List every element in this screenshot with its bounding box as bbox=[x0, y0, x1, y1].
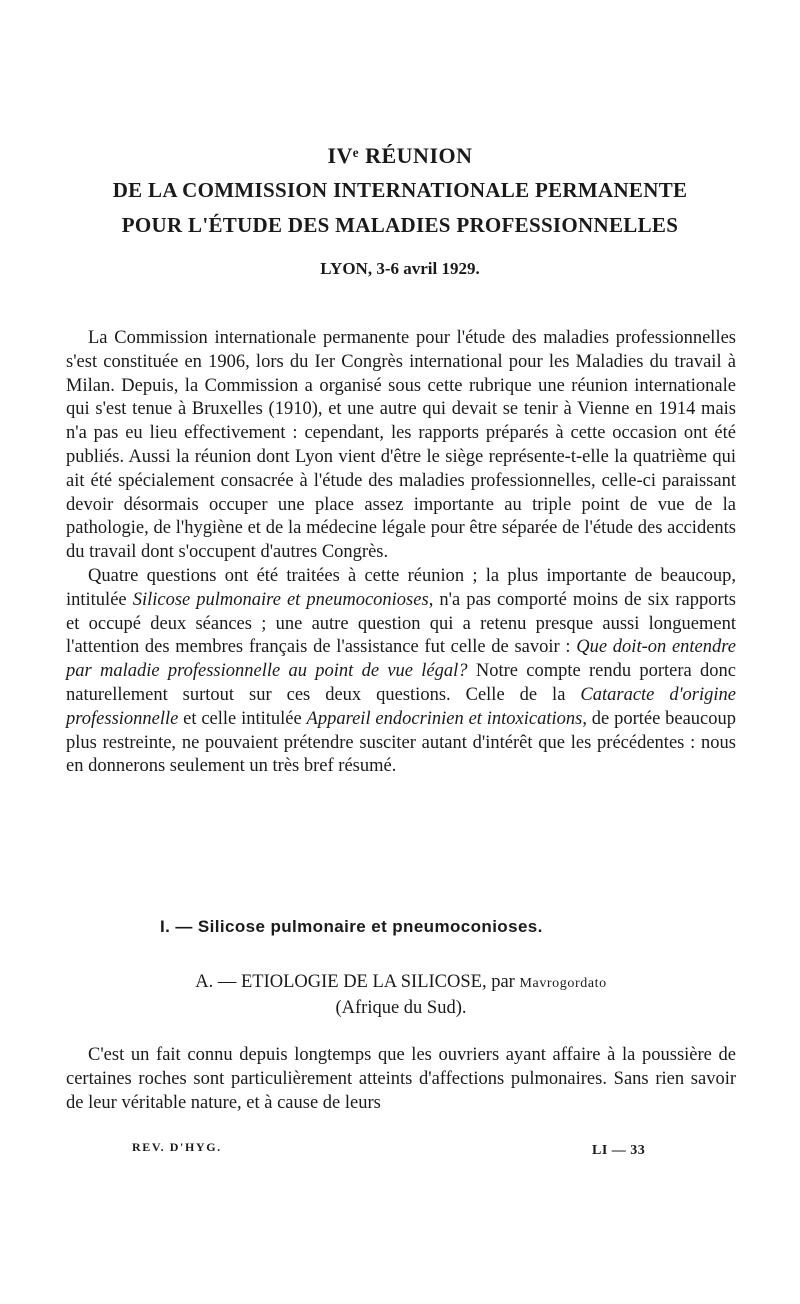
intro-paragraph-2 bbox=[66, 565, 736, 779]
footer-signature: LI — 33 bbox=[592, 1143, 646, 1158]
title-line-3: POUR L'ÉTUDE DES MALADIES PROFESSIONNELLES bbox=[121, 213, 679, 237]
p2-italic-silicose: Silicose pulmonaire et pneumoconioses bbox=[132, 589, 429, 610]
subsection-heading bbox=[66, 970, 736, 1021]
title-line-2: DE LA COMMISSION INTERNATIONALE PERMANENTE bbox=[112, 178, 688, 202]
intro-text bbox=[66, 327, 736, 779]
meeting-place-date: LYON, 3-6 avril 1929. bbox=[320, 259, 480, 278]
p2-italic-appareil: Appareil endocrinien et intoxications bbox=[306, 708, 583, 729]
p2-text-i: , de portée beaucoup plus restreinte, ne pouvaient prétendre susciter autant d'intérêt que les précédentes : nous en donnerons seulement un très bref résumé. bbox=[66, 708, 736, 777]
p2-text-c: , n'a pas comporté moins de six rapports et occupé deux séances ; une autre question qui a retenu presque aussi longuement l'attention des membres français de l'assistance fut celle de savoir : bbox=[66, 589, 736, 658]
p2-italic-cataracte: Cataracte d'origine professionnelle bbox=[66, 684, 736, 729]
section-heading: I. — Silicose pulmonaire et pneumoconioses. bbox=[160, 917, 543, 936]
intro-paragraph-1: La Commission internationale permanente pour l'étude des maladies professionnelles s'est constituée en 1906, lors du Ier Congrès international pour les Maladies du travail à Milan. Depuis, la Commission a organisé sous cette rubrique une réunion internationale qui s'est tenue à Bruxelles (1910), et une autre qui devait se tenir à Vienne en 1914 mais n'a pas eu lieu effectivement : cependant, les rapports préparés à cette occasion ont été publiés. Aussi la réunion dont Lyon vient d'être le siège représente-t-elle la quatrième qui ait été spécialement consacrée à l'étude des maladies professionnelles, celle-ci paraissant devoir désormais occuper une place assez importante au triple point de vue de la pathologie, de l'hygiène et de la médecine légale pour être séparée de l'étude des accidents du travail dont s'occupent d'autres Congrès. bbox=[66, 328, 736, 563]
p2-text-g: et celle intitulée bbox=[178, 708, 307, 729]
subsection-origin: (Afrique du Sud). bbox=[335, 998, 467, 1018]
p2-text-e: Notre compte rendu portera donc naturellement surtout sur ces deux questions. Celle de la bbox=[66, 661, 737, 705]
title-block bbox=[40, 140, 760, 284]
title-line-1: IVᵉ RÉUNION bbox=[327, 143, 473, 168]
p2-text-a: Quatre questions ont été traitées à cette réunion ; la plus importante de beaucoup, intitulée bbox=[66, 565, 736, 610]
p2-italic-question: Que doit-on entendre par maladie professionnelle au point de vue légal? bbox=[66, 637, 736, 682]
subsection-title: A. — ETIOLOGIE DE LA SILICOSE, par bbox=[195, 972, 520, 992]
section-paragraph-1: C'est un fait connu depuis longtemps que les ouvriers ayant affaire à la poussière de certaines roches sont particulièrement atteints d'affections pulmonaires. Sans rien savoir de leur véritable nature, et à cause de leurs bbox=[66, 1045, 736, 1113]
section-text bbox=[66, 1044, 736, 1115]
footer-journal: REV. D'HYG. bbox=[132, 1140, 222, 1154]
subsection-author: Mavrogordato bbox=[519, 976, 607, 991]
